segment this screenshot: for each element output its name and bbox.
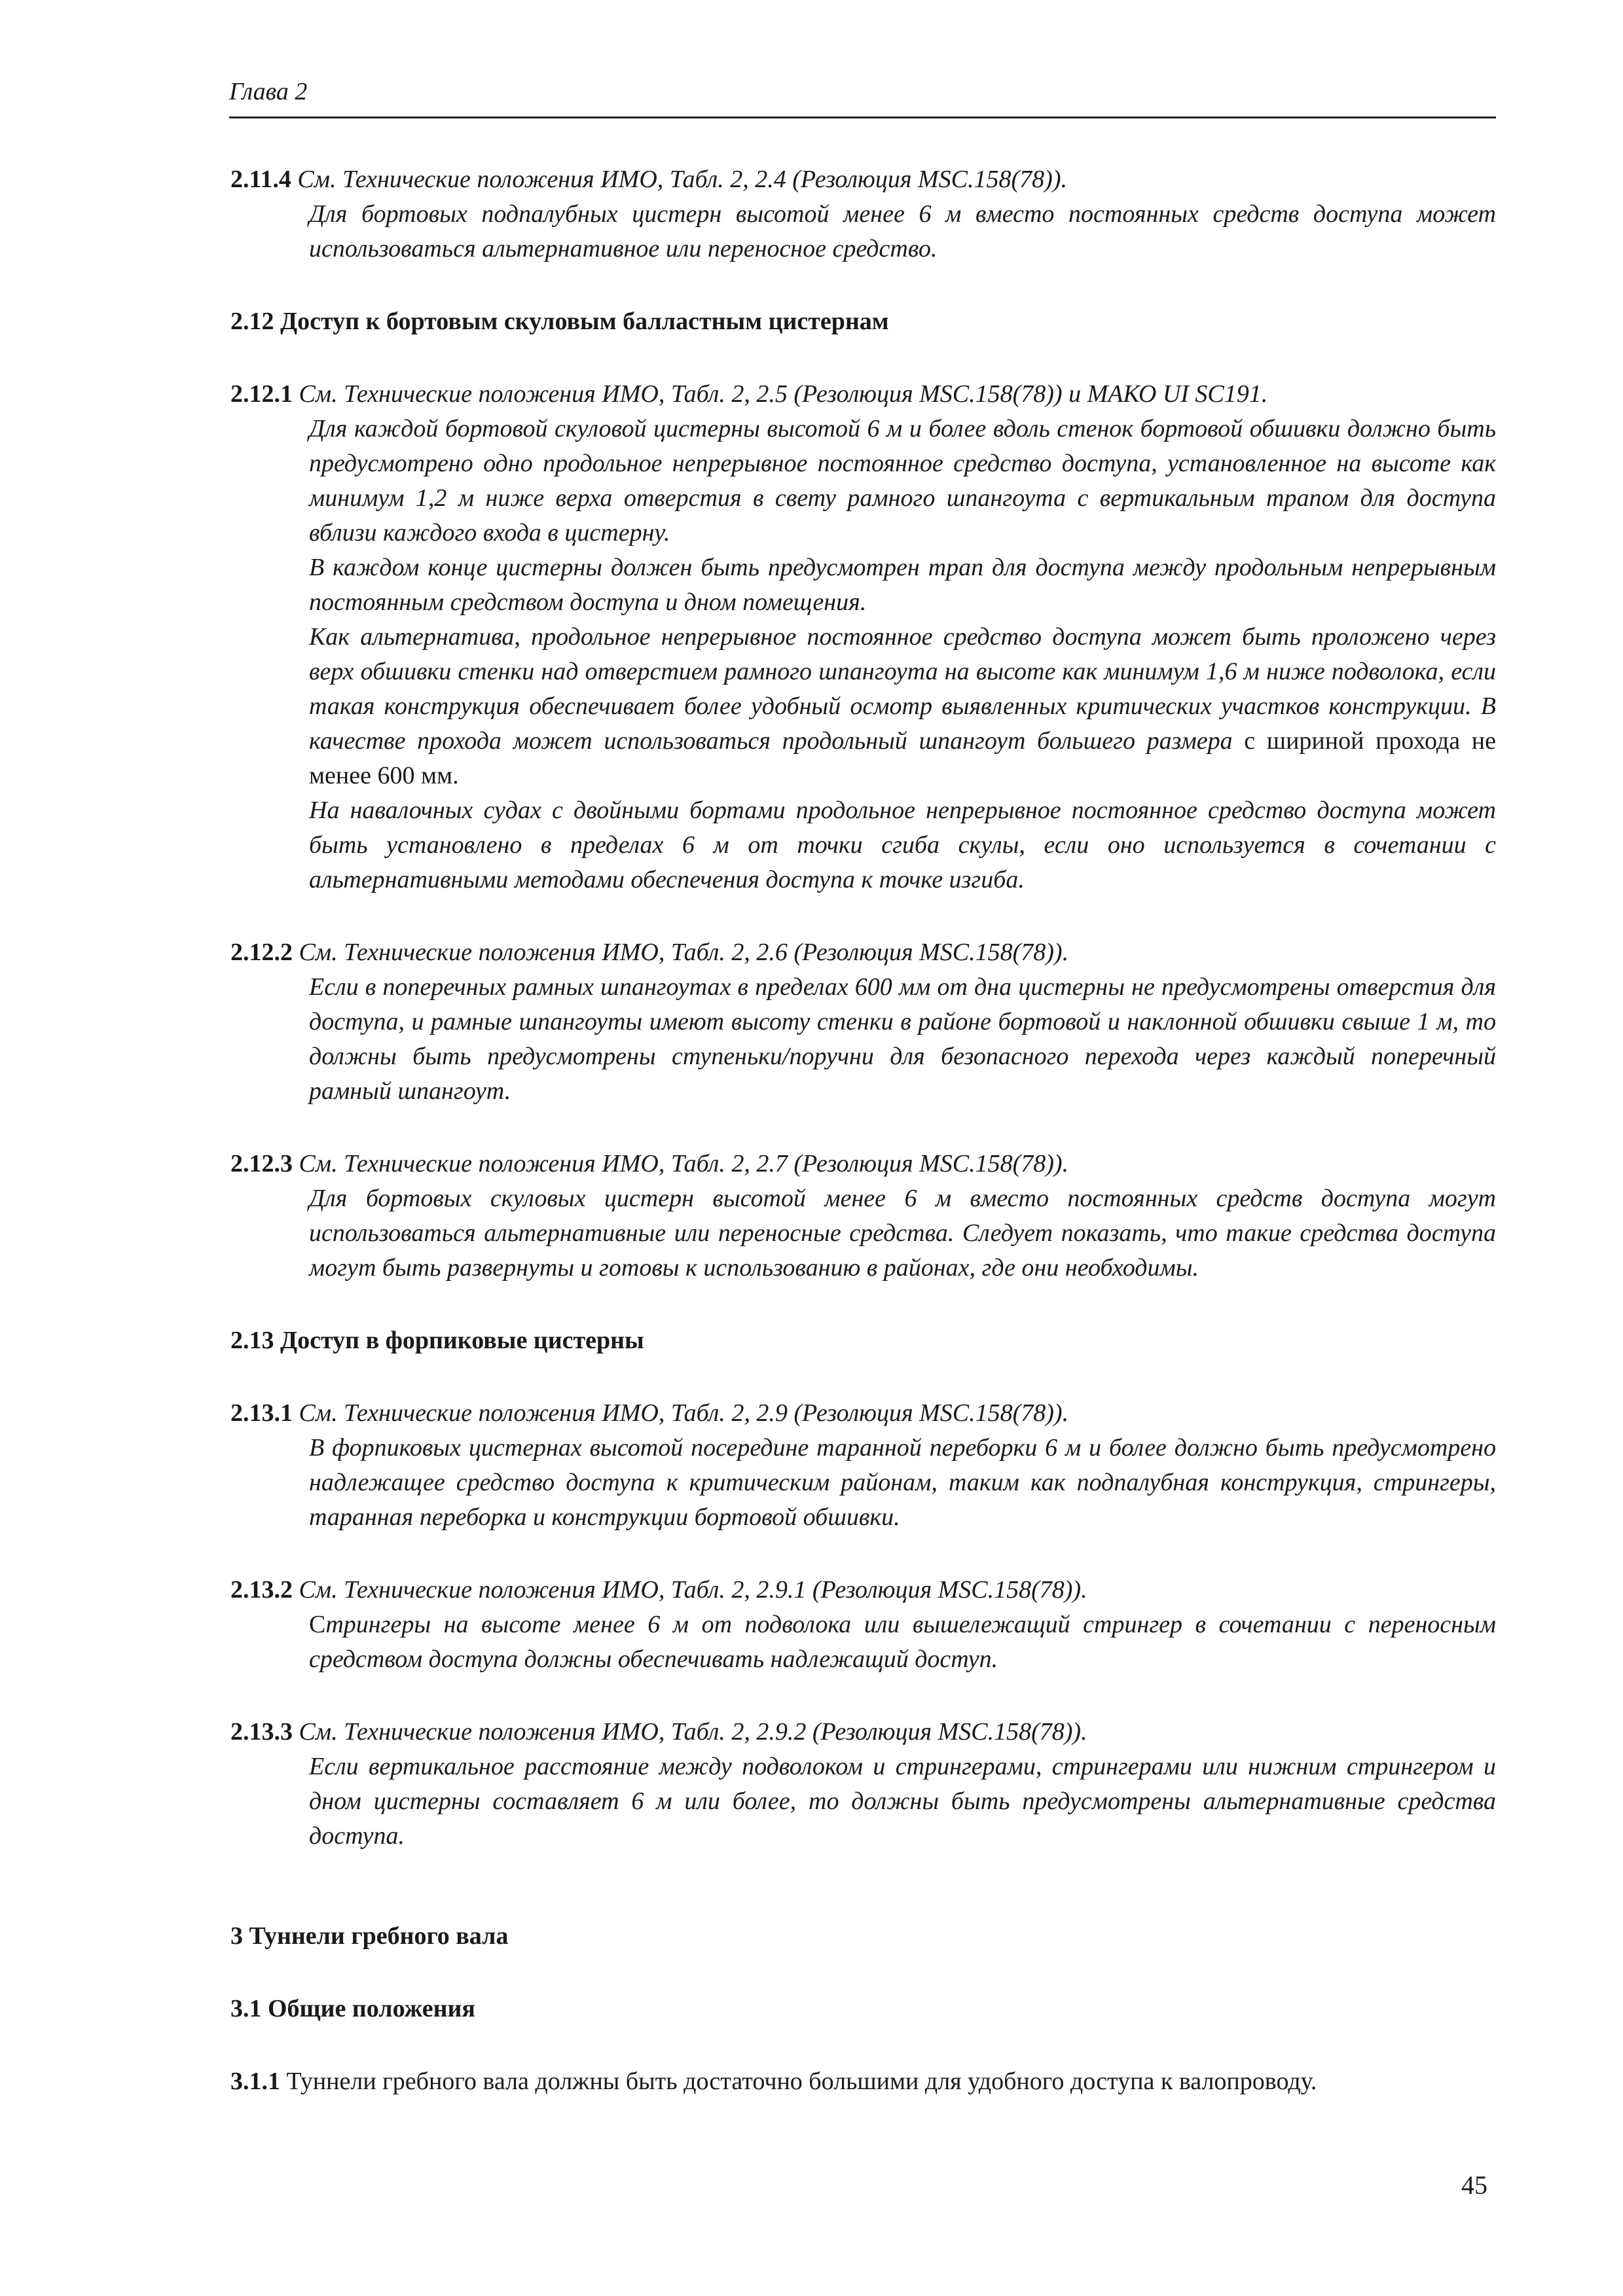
clause-paragraph: Если вертикальное расстояние между подволоком и стрингерами, стрингерами или нижним стрингером и дном цистерны составляет 6 м или более, то должны быть предусмотрены альтернативные средства доступа.	[309, 1753, 1496, 1850]
clause-reference: См. Технические положения ИМО, Табл. 2, 2.4 (Резолюция MSC.158(78)).	[297, 166, 1067, 193]
clause-reference: См. Технические положения ИМО, Табл. 2, 2.9.1 (Резолюция MSC.158(78)).	[299, 1576, 1087, 1604]
clause-reference: См. Технические положения ИМО, Табл. 2, 2.5 (Резолюция MSC.158(78)) и МАКО UI SC191.	[299, 380, 1268, 408]
paragraph-text-upright: С	[309, 1611, 326, 1638]
clause-2-12-2	[230, 935, 1496, 1109]
clause-paragraph: Если в поперечных рамных шпангоутах в пределах 600 мм от дна цистерны не предусмотрены отверстия для доступа, и рамные шпангоуты имеют высоту стенки в районе бортовой и наклонной обшивки свыше 1 м, то должны быть предусмотрены ступеньки/поручни для безопасного перехода через каждый поперечный рамный шпангоут.	[309, 973, 1496, 1105]
paragraph-text-upright: с шириной прохода не менее 600 мм.	[309, 727, 1496, 789]
page-content	[230, 162, 1496, 2099]
page-number: 45	[1461, 2170, 1487, 2200]
clause-heading	[230, 162, 1496, 197]
clause-2-13-3	[230, 1715, 1496, 1854]
clause-paragraph: Для каждой бортовой скуловой цистерны высотой 6 м и более вдоль стенок бортовой обшивки должно быть предусмотрено одно продольное непрерывное постоянное средство доступа, установленное на высоте как минимум 1,2 м ниже верха отверстия в свету рамного шпангоута с вертикальным трапом для доступа вблизи каждого входа в цистерну.	[309, 415, 1496, 547]
clause-paragraph: В форпиковых цистернах высотой посередине таранной переборки 6 м и более должно быть предусмотрено надлежащее средство доступа к критическим районам, таким как подпалубная конструкция, стрингеры, таранная переборка и конструкции бортовой обшивки.	[309, 1434, 1496, 1531]
clause-reference: См. Технические положения ИМО, Табл. 2, 2.7 (Резолюция MSC.158(78)).	[299, 1150, 1069, 1177]
clause-2-11-4	[230, 162, 1496, 266]
clause-number: 2.13.1	[230, 1399, 293, 1427]
paragraph-text: Как альтернатива, продольное непрерывное постоянное средство доступа может быть проложено через верх обшивки стенки над отверстием рамного шпангоута на высоте как минимум 1,6 м ниже подволока, если такая конструкция обеспечивает более удобный осмотр выявленных критических участков конструкции. В качестве прохода может использоваться продольный шпангоут большего размера	[309, 623, 1496, 755]
section-heading-3: 3 Туннели гребного вала	[230, 1922, 509, 1950]
clause-2-13-2	[230, 1573, 1496, 1677]
clause-paragraph: Для бортовых подпалубных цистерн высотой менее 6 м вместо постоянных средств доступа может использоваться альтернативное или переносное средство.	[309, 200, 1496, 262]
clause-heading	[230, 1573, 1496, 1607]
clause-paragraph	[309, 1607, 1496, 1677]
clause-heading	[230, 1715, 1496, 1749]
clause-paragraph: В каждом конце цистерны должен быть предусмотрен трап для доступа между продольным непрерывным постоянным средством доступа и дном помещения.	[309, 554, 1496, 616]
running-header: Глава 2	[229, 78, 308, 105]
clause-paragraph: На навалочных судах с двойными бортами продольное непрерывное постоянное средство доступа может быть установлено в пределах 6 м от точки сгиба скулы, если оно используется в сочетании с альтернативными методами обеспечения доступа к точке изгиба.	[309, 797, 1496, 893]
clause-number: 2.12.2	[230, 939, 293, 966]
clause-2-12-3	[230, 1147, 1496, 1285]
clause-number: 2.12.3	[230, 1150, 293, 1177]
clause-number: 3.1.1	[230, 2068, 280, 2095]
clause-number: 2.12.1	[230, 380, 293, 408]
clause-2-13-1	[230, 1396, 1496, 1535]
clause-number: 2.13.3	[230, 1718, 293, 1746]
clause-heading	[230, 377, 1496, 412]
clause-2-12-1	[230, 377, 1496, 897]
clause-reference: См. Технические положения ИМО, Табл. 2, 2.9.2 (Резолюция MSC.158(78)).	[299, 1718, 1087, 1746]
clause-reference: См. Технические положения ИМО, Табл. 2, 2.6 (Резолюция MSC.158(78)).	[299, 939, 1069, 966]
clause-heading	[230, 1147, 1496, 1181]
section-heading-2-12: 2.12 Доступ к бортовым скуловым балластным цистернам	[230, 308, 889, 335]
clause-heading	[230, 1396, 1496, 1431]
clause-heading	[230, 935, 1496, 970]
clause-reference: См. Технические положения ИМО, Табл. 2, 2.9 (Резолюция MSC.158(78)).	[299, 1399, 1069, 1427]
clause-3-1-1	[230, 2064, 1496, 2099]
section-heading-2-13: 2.13 Доступ в форпиковые цистерны	[230, 1327, 644, 1354]
paragraph-text: трингеры на высоте менее 6 м от подволока или вышележащий стрингер в сочетании с переносным средством доступа должны обеспечивать надлежащий доступ.	[309, 1611, 1496, 1673]
header-rule	[229, 117, 1496, 118]
clause-text: Туннели гребного вала должны быть достаточно большими для удобного доступа к валопроводу.	[286, 2068, 1317, 2095]
clause-number: 2.13.2	[230, 1576, 293, 1604]
section-heading-3-1: 3.1 Общие положения	[230, 1995, 475, 2022]
clause-paragraph: Для бортовых скуловых цистерн высотой менее 6 м вместо постоянных средств доступа могут использоваться альтернативные или переносные средства. Следует показать, что такие средства доступа могут быть развернуты и готовы к использованию в районах, где они необходимы.	[309, 1185, 1496, 1282]
clause-paragraph	[309, 620, 1496, 793]
clause-number: 2.11.4	[230, 166, 291, 193]
